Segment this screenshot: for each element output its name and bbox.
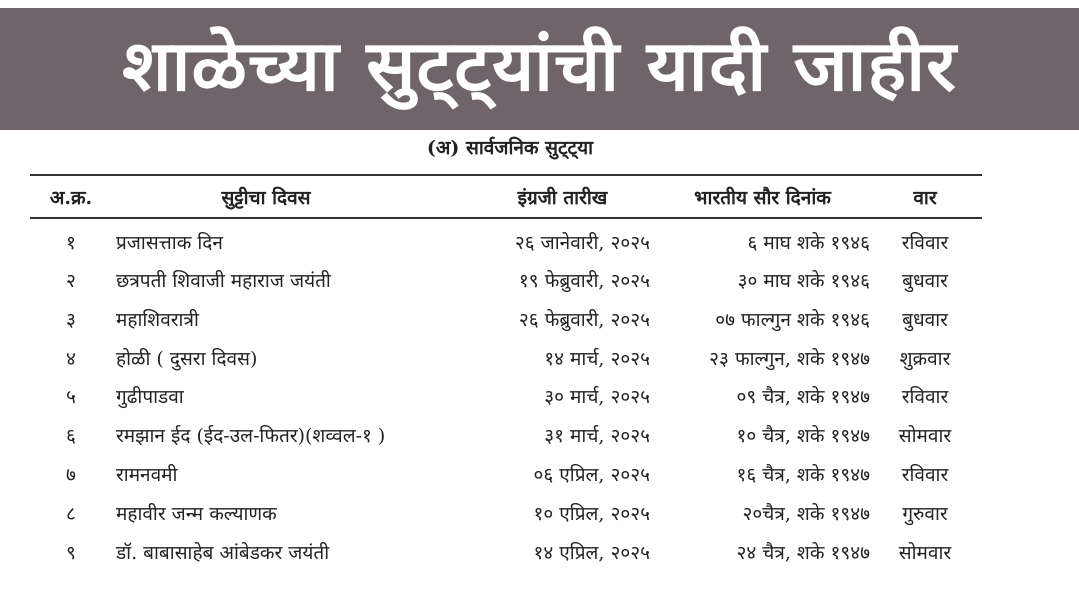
cell-holiday-name: डॉ. बाबासाहेब आंबेडकर जयंती (116, 542, 330, 564)
cell-english-date: ३० मार्च, २०२५ (544, 386, 650, 408)
cell-holiday-name: गुढीपाडवा (116, 386, 184, 408)
table-top-rule (30, 174, 982, 176)
cell-english-date: १९ फेब्रुवारी, २०२५ (518, 270, 650, 292)
cell-holiday-name: छत्रपती शिवाजी महाराज जयंती (116, 270, 331, 292)
cell-weekday: सोमवार (898, 425, 952, 447)
headline-title: शाळेच्या सुट्ट्यांची यादी जाहीर (122, 25, 957, 107)
cell-indian-date: २४ चैत्र, शके १९४७ (736, 542, 870, 564)
cell-english-date: २६ जानेवारी, २०२५ (514, 232, 650, 254)
column-header-serial: अ.क्र. (49, 187, 93, 209)
cell-weekday: रविवार (901, 464, 949, 486)
cell-indian-date: ०९ चैत्र, शके १९४७ (736, 386, 870, 408)
cell-serial: ६ (66, 425, 76, 447)
cell-holiday-name: महावीर जन्म कल्याणक (116, 503, 277, 525)
cell-indian-date: १६ चैत्र, शके १९४७ (736, 464, 870, 486)
cell-holiday-name: प्रजासत्ताक दिन (116, 232, 223, 254)
cell-serial: ७ (66, 464, 76, 486)
column-header-indian-date: भारतीय सौर दिनांक (694, 187, 831, 209)
cell-weekday: सोमवार (898, 542, 952, 564)
cell-indian-date: ३० माघ शके १९४६ (737, 270, 870, 292)
headline-banner (0, 8, 1079, 130)
cell-weekday: बुधवार (902, 309, 948, 331)
cell-indian-date: २०चैत्र, शके १९४७ (742, 503, 870, 525)
table-row (0, 341, 1079, 377)
cell-indian-date: ०७ फाल्गुन शके १९४६ (715, 309, 870, 331)
cell-english-date: १० एप्रिल, २०२५ (533, 503, 650, 525)
cell-holiday-name: होळी ( दुसरा दिवस) (116, 348, 258, 370)
cell-indian-date: १० चैत्र, शके १९४७ (736, 425, 870, 447)
top-strip (0, 0, 1079, 8)
table-row (0, 225, 1079, 261)
cell-english-date: ०६ एप्रिल, २०२५ (533, 464, 650, 486)
cell-english-date: ३१ मार्च, २०२५ (544, 425, 650, 447)
table-row (0, 302, 1079, 338)
column-header-english-date: इंग्रजी तारीख (517, 187, 608, 209)
cell-indian-date: २३ फाल्गुन, शके १९४७ (709, 348, 870, 370)
cell-serial: ५ (66, 386, 76, 408)
cell-serial: ९ (66, 542, 76, 564)
cell-weekday: रविवार (901, 386, 949, 408)
cell-holiday-name: रमझान ईद (ईद-उल-फितर)(शव्वल-१ ) (116, 425, 386, 447)
cell-weekday: शुक्रवार (899, 348, 951, 370)
table-row (0, 457, 1079, 493)
table-header (0, 180, 1079, 216)
cell-english-date: १४ एप्रिल, २०२५ (533, 542, 650, 564)
table-row (0, 496, 1079, 532)
cell-serial: ४ (66, 348, 76, 370)
table-row (0, 263, 1079, 299)
table-row (0, 418, 1079, 454)
column-header-weekday: वार (913, 187, 937, 209)
cell-weekday: बुधवार (902, 270, 948, 292)
cell-weekday: गुरुवार (902, 503, 948, 525)
cell-english-date: १४ मार्च, २०२५ (544, 348, 650, 370)
cell-serial: ८ (66, 503, 76, 525)
table-header-rule (30, 217, 982, 219)
cell-serial: २ (66, 270, 76, 292)
cell-weekday: रविवार (901, 232, 949, 254)
cell-indian-date: ६ माघ शके १९४६ (747, 232, 870, 254)
cell-serial: ३ (66, 309, 76, 331)
cell-english-date: २६ फेब्रुवारी, २०२५ (518, 309, 650, 331)
cell-holiday-name: महाशिवरात्री (116, 309, 199, 331)
table-row (0, 535, 1079, 571)
section-title: (अ) सार्वजनिक सुट्ट्या (426, 137, 594, 159)
column-header-holiday: सुट्टीचा दिवस (221, 187, 311, 209)
cell-serial: १ (66, 232, 76, 254)
table-row (0, 379, 1079, 415)
cell-holiday-name: रामनवमी (116, 464, 178, 486)
